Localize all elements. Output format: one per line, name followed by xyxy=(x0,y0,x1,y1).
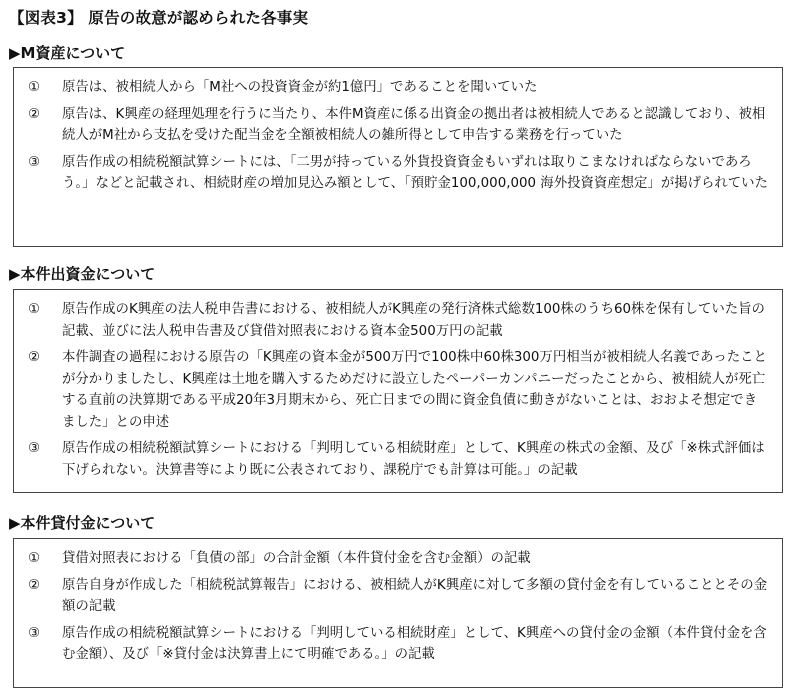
list-item xyxy=(28,438,768,481)
list-item xyxy=(28,77,768,99)
item-text: 原告自身が作成した「相続税試算報告」における、被相続人がK興産に対して多額の貸付金を有していることとその金額の記載 xyxy=(62,577,768,614)
item-number: ② xyxy=(28,106,41,122)
item-number: ② xyxy=(28,350,41,365)
item-number: ① xyxy=(28,80,41,95)
section-box-m-assets xyxy=(13,67,783,247)
item-number: ③ xyxy=(28,625,41,641)
section-heading-m-assets: ▶M資産について xyxy=(9,44,126,62)
item-text: 原告は、被相続人から「M社への投資資金が約1億円」であることを聞いていた xyxy=(62,80,538,95)
item-text: 原告作成の相続税額試算シートにおける「判明している相続財産」として、K興産の株式の金額、及び「※株式評価は下げられない。決算書等により既に公表されており、課税庁でも計算は可能。」の記載 xyxy=(62,441,765,478)
item-text: 原告作成の相続税額試算シートにおける「判明している相続財産」として、K興産への貸付金の金額（本件貸付金を含む金額）、及び「※貸付金は決算書上にて明確である。」の記載 xyxy=(62,625,767,662)
section-heading-capital: ▶本件出資金について xyxy=(9,265,156,283)
section-heading-loans: ▶本件貸付金について xyxy=(9,514,156,532)
list-item xyxy=(28,623,768,666)
list-item xyxy=(28,104,768,147)
item-text: 本件調査の過程における原告の「K興産の資本金が500万円で100株中60株300万円相当が被相続人名義であったことが分かりましたし、K興産は土地を購入するためだけに設立したペーパーカンパニーだったことから、被相続人が死亡する直前の決算期である平成20年3月期末から、死亡日までの間に資金負債に動きがないことは、おおよそ想定できました」との申述 xyxy=(62,350,767,430)
section-box-capital xyxy=(13,289,783,493)
item-text: 原告は、K興産の経理処理を行うに当たり、本件M資産に係る出資金の拠出者は被相続人であると認識しており、被相続人がM社から支払を受けた配当金を全額被相続人の雑所得として申告する業務を行っていた xyxy=(62,106,766,143)
list-item xyxy=(28,152,768,195)
item-text: 原告作成の相続税額試算シートには、「二男が持っている外貨投資資金もいずれは取りこまなければならないであろう。」などと記載され、相続財産の増加見込み額として、「預貯金100,000,000 海外投資資産想定」が掲げられていた xyxy=(62,154,768,191)
item-number: ② xyxy=(28,577,41,593)
section-box-loans xyxy=(13,538,783,688)
list-item xyxy=(28,548,768,570)
list-item xyxy=(28,299,768,342)
list-item xyxy=(28,575,768,618)
item-text: 貸借対照表における「負債の部」の合計金額（本件貸付金を含む金額）の記載 xyxy=(62,551,531,566)
figure-title: 【図表3】 原告の故意が認められた各事実 xyxy=(9,9,309,27)
item-number: ① xyxy=(28,551,41,566)
item-number: ① xyxy=(28,302,41,317)
item-text: 原告作成のK興産の法人税申告書における、被相続人がK興産の発行済株式総数100株のうち60株を保有していた旨の記載、並びに法人税申告書及び貸借対照表における資本金500万円の記載 xyxy=(62,302,765,339)
item-number: ③ xyxy=(28,154,41,170)
item-number: ③ xyxy=(28,441,41,456)
list-item xyxy=(28,347,768,433)
